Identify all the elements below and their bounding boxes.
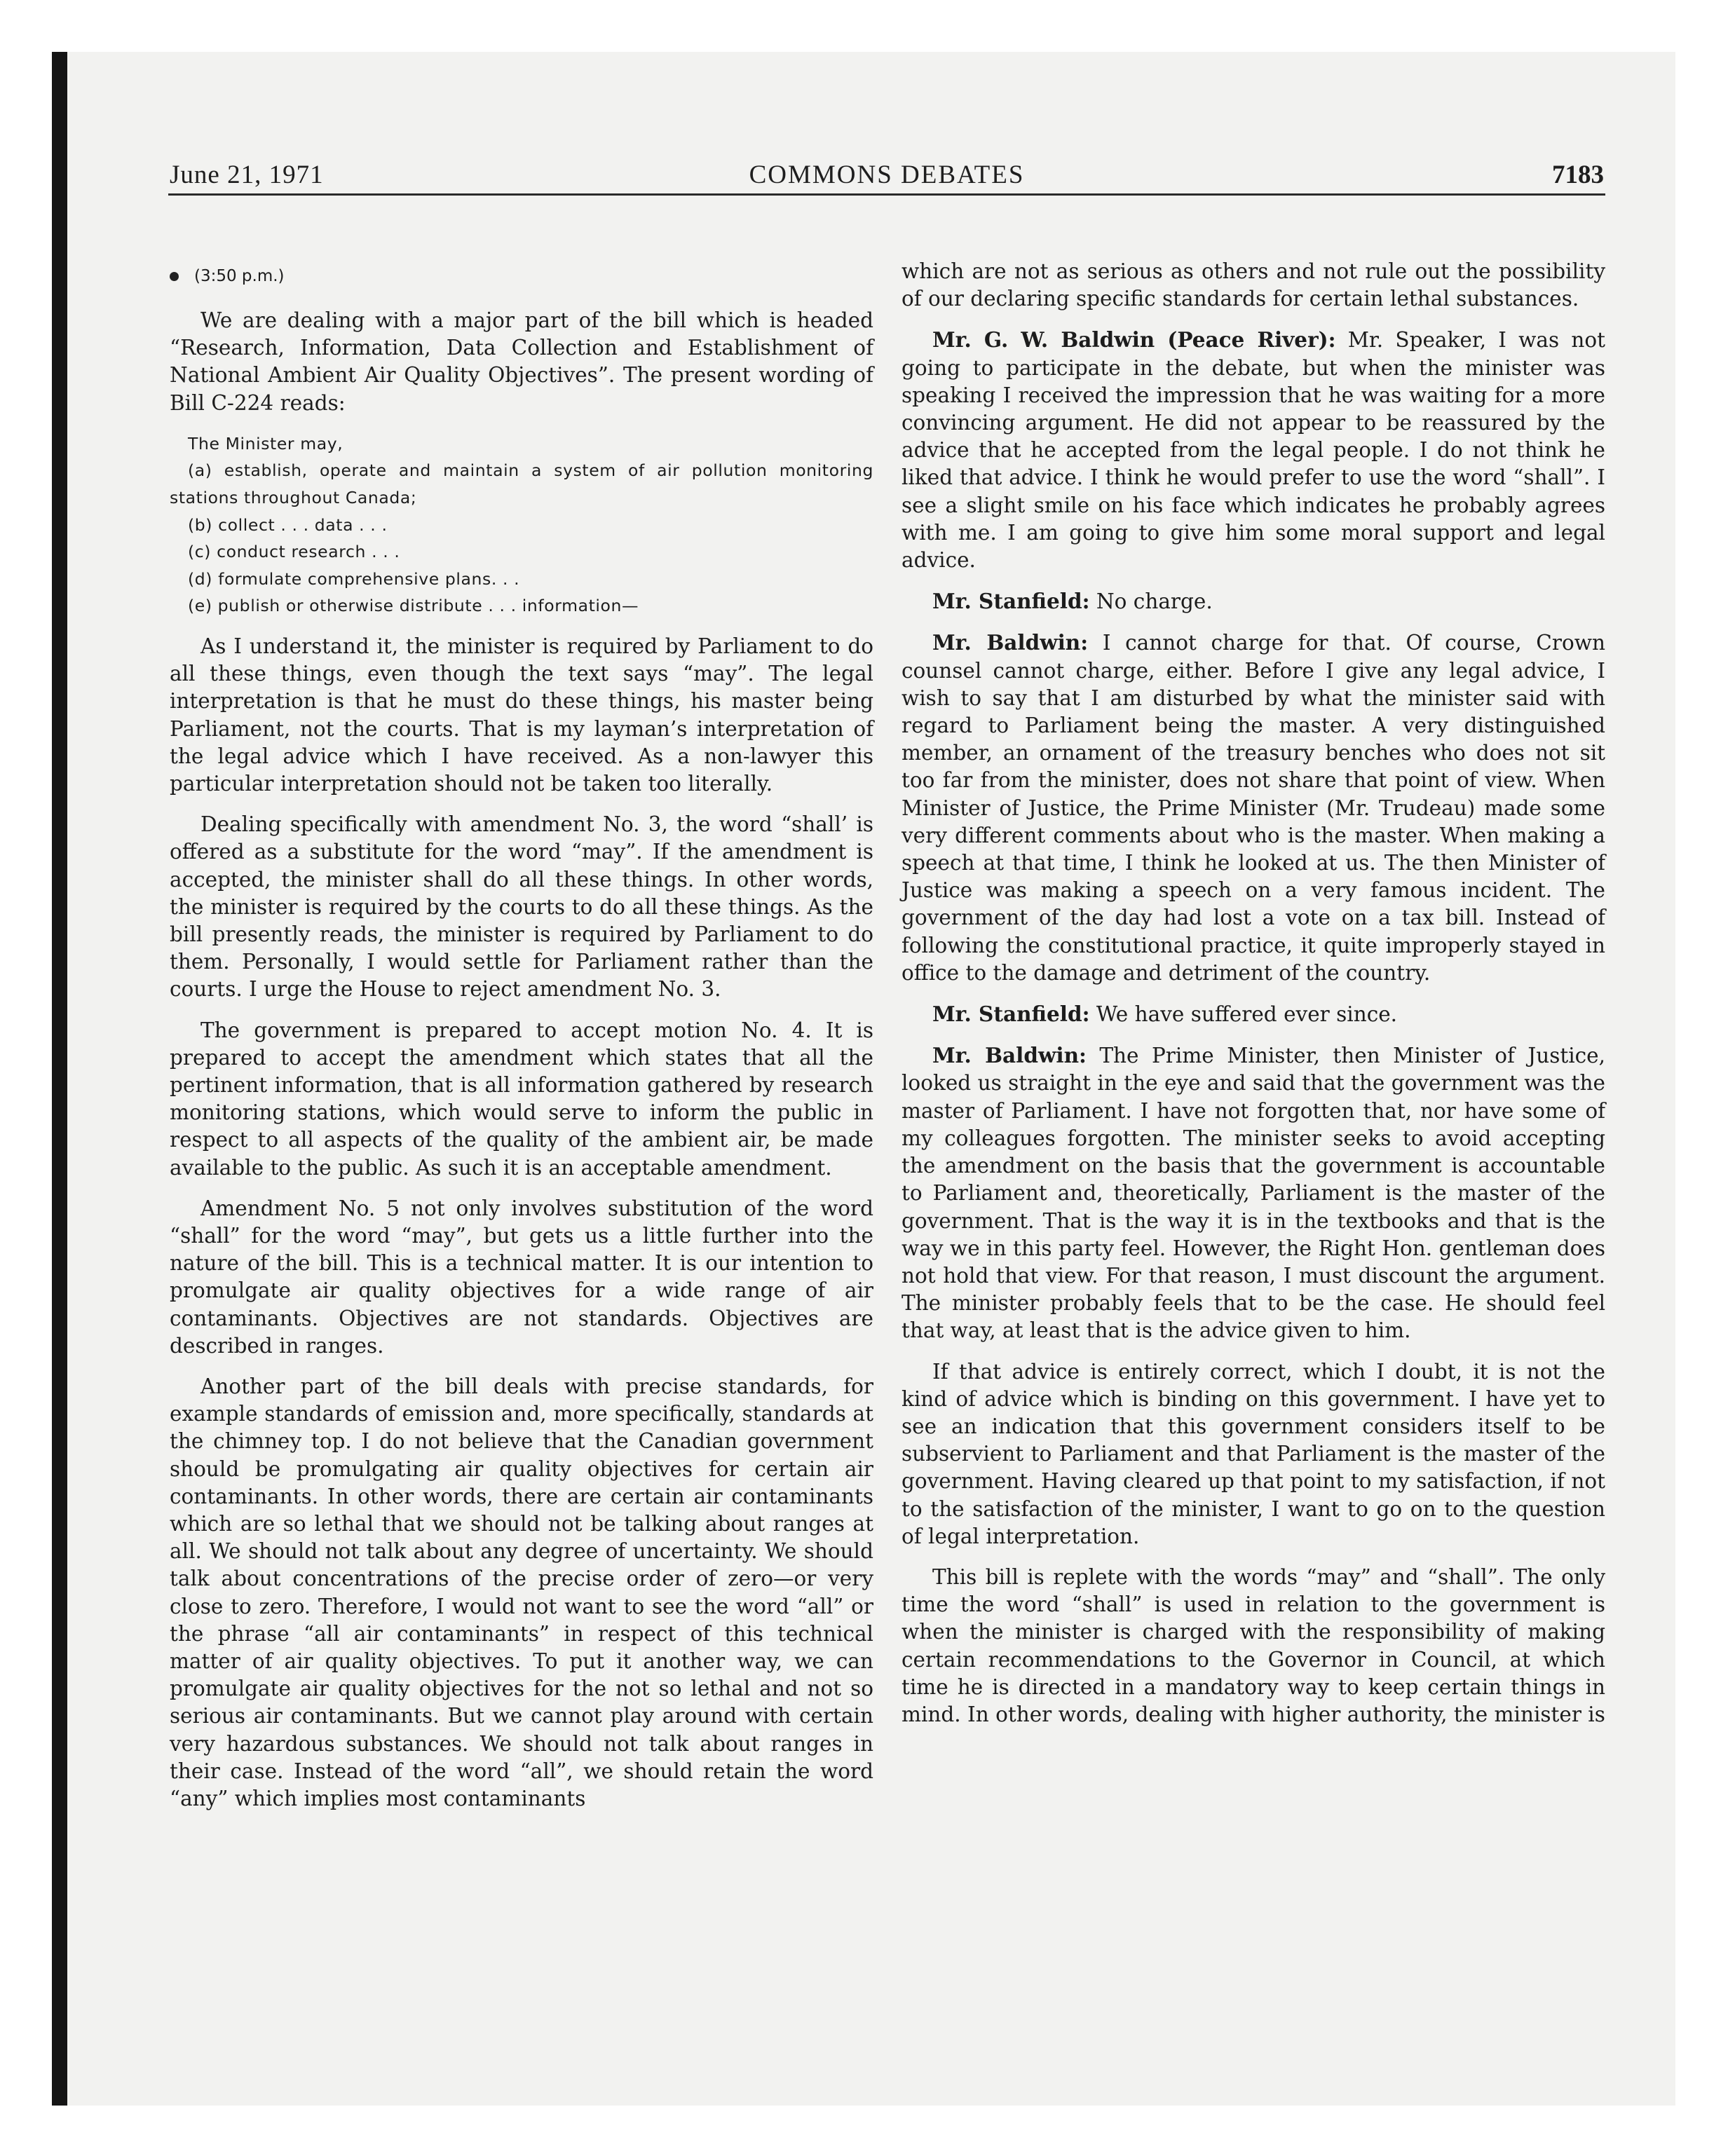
quote-line: (d) formulate comprehensive plans. . .: [188, 568, 520, 589]
speech: [901, 1042, 1605, 1344]
speaker-name: Mr. Stanfield:: [932, 589, 1090, 614]
paragraph: If that advice is entirely correct, which I doubt, it is not the kind of advice which is binding on this government. I have yet to see an indication that this government considers itself to be subservient to Parliament and that Parliament is the master of the government. Having cleared up that point to my satisfaction, if not to the satisfaction of the minister, I want to go on to the question of legal interpretation.: [901, 1359, 1605, 1548]
speaker-name: Mr. Baldwin:: [932, 630, 1089, 655]
header-title: COMMONS DEBATES: [749, 161, 1025, 189]
speech-text: The Prime Minister, then Minister of Justice, looked us straight in the eye and said that the government was the master of Parliament. I have not forgotten that, nor have some of my colleagues forgotten. The minister seeks to avoid accepting the amendment on the basis that the government is accountable to Parliament and, theoretically, Parliament is the master of the government. That is the way it is in the textbooks and that is the way we in this party feel. However, the Right Hon. gentleman does not hold that view. For that reason, I must discount the argument. The minister probably feels that to be the case. He should feel that way, at least that is the advice given to him.: [901, 1044, 1605, 1343]
quote-line: (b) collect . . . data . . .: [188, 514, 388, 535]
bill-quotation: [170, 430, 873, 620]
speaker-name: Mr. Baldwin:: [932, 1043, 1087, 1068]
speech-text: Mr. Speaker, I was not going to participate in the debate, but when the minister was speaking I received the impression that he was waiting for a more convincing argument. He did not appear to be reassured by the advice that he accepted from the legal people. I do not think he liked that advice. I think he would prefer to use the word “shall”. I see a slight smile on his face which indicates he probably agrees with me. I am going to give him some moral support and legal advice.: [901, 328, 1605, 573]
speech-text: We have suffered ever since.: [1096, 1002, 1398, 1027]
quote-line: The Minister may,: [188, 433, 343, 453]
header-date: June 21, 1971: [170, 161, 324, 189]
speech: [901, 629, 1605, 987]
page-header: [170, 156, 1604, 192]
paragraph: Amendment No. 5 not only involves substitution of the word “shall” for the word “may”, but gets us a little further into the nature of the bill. This is a technical matter. It is our intention to promulgate air quality objectives for a wide range of air contaminants. Objectives are not standards. Objectives are described in ranges.: [170, 1196, 873, 1358]
quote-line: (e) publish or otherwise distribute . . . information—: [188, 596, 639, 616]
paragraph: which are not as serious as others and not rule out the possibility of our declaring specific standards for certain lethal substances.: [901, 259, 1605, 311]
header-rule: [168, 193, 1605, 196]
speaker-name: Mr. Stanfield:: [932, 1002, 1090, 1027]
speech: [901, 326, 1605, 574]
paragraph: Dealing specifically with amendment No. 3, the word “shall’ is offered as a substitute for the word “may”. If the amendment is accepted, the minister shall do all these things. In other words, the minister is required by the courts to do all these things. As the bill presently reads, the minister is required by Parliament to do them. Personally, I would settle for Parliament rather than the courts. I urge the House to reject amendment No. 3.: [170, 812, 873, 1002]
time-stamp: [170, 262, 873, 290]
quote-line: (c) conduct research . . .: [188, 542, 400, 562]
speech-text: No charge.: [1096, 589, 1213, 614]
bullet-icon: [170, 272, 179, 281]
paragraph: The government is prepared to accept motion No. 4. It is prepared to accept the amendment which states that all the pertinent information, that is all information gathered by research monitoring stations, which would serve to inform the public in respect to all aspects of the quality of the ambient air, be made available to the public. As such it is an acceptable amendment.: [170, 1018, 873, 1180]
time-stamp-text: (3:50 p.m.): [194, 267, 285, 285]
page-number: 7183: [1552, 161, 1604, 189]
quote-line: (a) establish, operate and maintain a system of air pollution monitoring stations throughout Canada;: [170, 460, 873, 507]
right-column: [901, 258, 1605, 1742]
speech-text: I cannot charge for that. Of course, Crown counsel cannot charge, either. Before I give any legal advice, I wish to say that I am disturbed by what the minister said with regard to Parliament being the master. A very distinguished member, an ornament of the treasury benches who does not sit too far from the minister, does not share that point of view. When Minister of Justice, the Prime Minister (Mr. Trudeau) made some very different comments about who is the master. When making a speech at that time, I think he looked at us. The then Minister of Justice was making a speech on a very famous incident. The government of the day had lost a vote on a tax bill. Instead of following the constitutional practice, it quite improperly stayed in office to the damage and detriment of the country.: [901, 631, 1605, 985]
speaker-name: Mr. G. W. Baldwin (Peace River):: [932, 327, 1336, 353]
paragraph: This bill is replete with the words “may” and “shall”. The only time the word “shall” is used in relation to the government is when the minister is charged with the responsibility of making certain recommendations to the Governor in Council, at which time he is directed in a mandatory way to keep certain things in mind. In other words, dealing with higher authority, the minister is: [901, 1564, 1605, 1726]
paragraph: We are dealing with a major part of the bill which is headed “Research, Information, Data Collection and Establishment of National Ambient Air Quality Objectives”. The present wording of Bill C-224 reads:: [170, 308, 873, 415]
paragraph: As I understand it, the minister is required by Parliament to do all these things, even though the text says “may”. The legal interpretation is that he must do these things, his master being Parliament, not the courts. That is my layman’s interpretation of the legal advice which I have received. As a non-lawyer this particular interpretation should not be taken too literally.: [170, 634, 873, 796]
speech: [901, 1000, 1605, 1028]
left-column: [170, 257, 873, 1826]
paragraph: Another part of the bill deals with precise standards, for example standards of emission and, more specifically, standards at the chimney top. I do not believe that the Canadian government should be promulgating air quality objectives for certain air contaminants. In other words, there are certain air contaminants which are so lethal that we should not be talking about ranges at all. We should not talk about any degree of uncertainty. We should talk about concentrations of the precise order of zero—or very close to zero. Therefore, I would not want to see the word “all” or the phrase “all air contaminants” in respect of this technical matter of air quality objectives. To put it another way, we can promulgate air quality objectives for the not so lethal and not so serious air contaminants. But we cannot play around with certain very hazardous substances. We should not talk about ranges in their case. Instead of the word “all”, we should retain the word “any” which implies most contaminants: [170, 1374, 873, 1811]
speech: [901, 587, 1605, 615]
